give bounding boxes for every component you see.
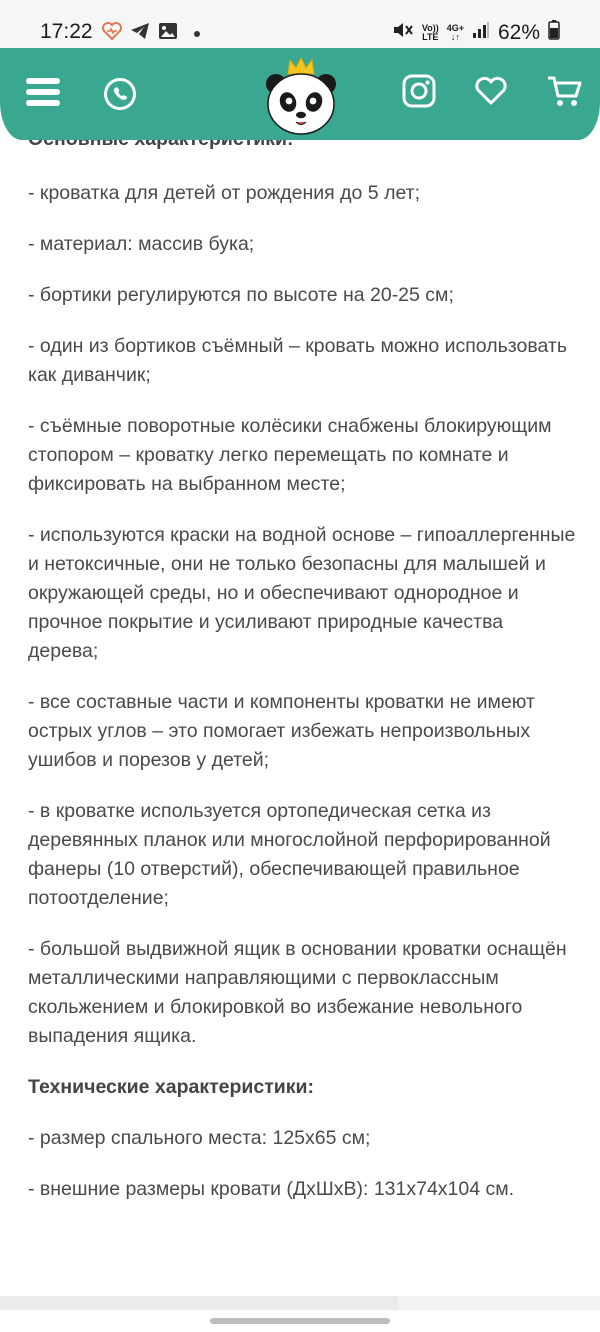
telegram-icon (130, 22, 150, 45)
feature-item: - съёмные поворотные колёсики снабжены блокирующим стопором – кроватку легко перемещать по комнате и фиксировать на выбранном месте; (28, 415, 552, 495)
feature-item: - все составные части и компоненты кроватки не имеют острых углов – это помогает избежать непроизвольных ушибов и порезов у детей; (28, 691, 535, 771)
feature-item: - материал: массив бука; (28, 233, 255, 255)
mute-icon (392, 20, 414, 45)
feature-item: - один из бортиков съёмный – кровать можно использовать как диванчик; (28, 335, 567, 386)
feature-item: - бортики регулируются по высоте на 20-25 см; (28, 284, 454, 306)
panda-logo[interactable] (264, 56, 338, 140)
more-notifications-dot (194, 31, 200, 37)
spec-item: - внешние размеры кровати (ДхШхВ): 131х74х104 см. (28, 1178, 515, 1200)
product-description (28, 179, 576, 1226)
gallery-icon (158, 22, 178, 45)
cart-icon[interactable] (546, 74, 580, 108)
instagram-icon[interactable] (402, 74, 436, 108)
battery-icon (548, 20, 560, 45)
feature-item: - используются краски на водной основе – гипоаллергенные и нетоксичные, они не только безопасны для малышей и окружающей среды, но и обеспечивают однородное и прочное покрытие и усиливают природные качества дерева; (28, 524, 576, 662)
site-header (0, 48, 600, 140)
signal-icon (472, 21, 490, 44)
data-arrows-icon: ↓↑ (450, 31, 460, 42)
volte-indicator (422, 24, 439, 42)
spec-item: - размер спального места: 125х65 см; (28, 1127, 371, 1149)
status-indicators (392, 20, 560, 45)
status-bar (0, 0, 600, 52)
data-indicator (447, 24, 464, 42)
heart-icon[interactable] (474, 74, 508, 108)
phone-icon[interactable] (104, 78, 136, 110)
signal-type-label: 4G+ (446, 22, 464, 33)
battery-percent: 62% (497, 20, 540, 44)
tech-characteristics-heading: Технические характеристики: (28, 1076, 315, 1098)
status-time: 17:22 (40, 20, 93, 43)
volte-bottom: LTE (422, 31, 439, 42)
bottom-divider (0, 1296, 600, 1310)
home-indicator[interactable] (210, 1318, 390, 1324)
hamburger-icon[interactable] (26, 78, 60, 110)
feature-item: - большой выдвижной ящик в основании кроватки оснащён металлическими направляющими с первоклассным скольжением и блокировкой во избежание невольного выпадения ящика. (28, 938, 567, 1047)
health-heart-icon (102, 22, 122, 45)
notification-icons (102, 22, 200, 45)
feature-item: - в кроватке используется ортопедическая сетка из деревянных планок или многослойной перфорированной фанеры (10 отверстий), обеспечивающей правильное потоотделение; (28, 800, 551, 909)
feature-item: - кроватка для детей от рождения до 5 лет; (28, 182, 420, 204)
volte-top: Vo)) (421, 22, 439, 33)
